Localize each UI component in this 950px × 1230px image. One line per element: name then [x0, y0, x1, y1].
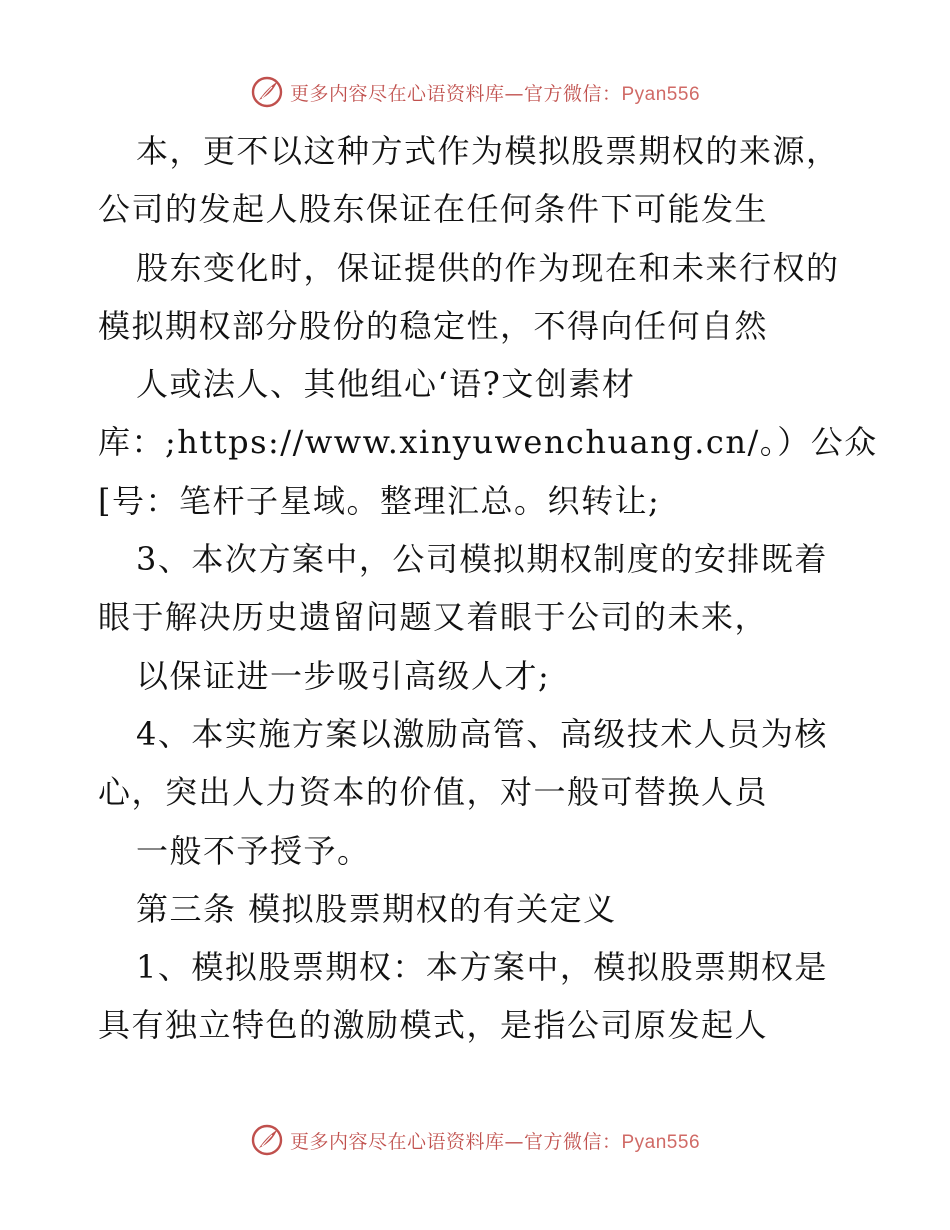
- watermark-text: 更多内容尽在心语资料库—官方微信：Pyan556: [289, 82, 701, 105]
- document-body: [98, 122, 878, 1055]
- text-line: 眼于解决历史遗留问题又着眼于公司的未来，: [98, 598, 769, 637]
- text-line: 公司的发起人股东保证在任何条件下可能发生: [98, 190, 769, 229]
- text-line: 1、模拟股票期权：本方案中，模拟股票期权是: [136, 948, 828, 987]
- text-line: 以保证进一步吸引高级人才;: [136, 656, 551, 695]
- text-line: 股东变化时，保证提供的作为现在和未来行权的: [136, 248, 840, 287]
- text-line: 4、本实施方案以激励高管、高级技术人员为核: [136, 714, 828, 753]
- text-line: 人或法人、其他组心‘语?文创素材: [136, 365, 636, 404]
- text-line: 心，突出人力资本的价值，对一般可替换人员: [98, 773, 769, 812]
- header-watermark: [0, 72, 950, 112]
- text-line: [号：笔杆子星域。整理汇总。织转让;: [98, 481, 661, 520]
- text-line: 模拟期权部分股份的稳定性，不得向任何自然: [98, 306, 769, 345]
- text-line: 一般不予授予。: [136, 831, 371, 870]
- text-line: 具有独立特色的激励模式，是指公司原发起人: [98, 1006, 769, 1045]
- section-heading: 第三条 模拟股票期权的有关定义: [136, 889, 617, 928]
- footer-watermark: [0, 1120, 950, 1160]
- text-line: 本，更不以这种方式作为模拟股票期权的来源，: [136, 132, 840, 170]
- text-line: 库：;https://www.xinyuwenchuang.cn/。）公众: [98, 423, 878, 462]
- watermark-text: 更多内容尽在心语资料库—官方微信：Pyan556: [289, 1130, 701, 1153]
- feather-seal-icon: [250, 1123, 284, 1157]
- text-line: 3、本次方案中，公司模拟期权制度的安排既着: [136, 540, 828, 579]
- feather-seal-icon: [250, 75, 284, 109]
